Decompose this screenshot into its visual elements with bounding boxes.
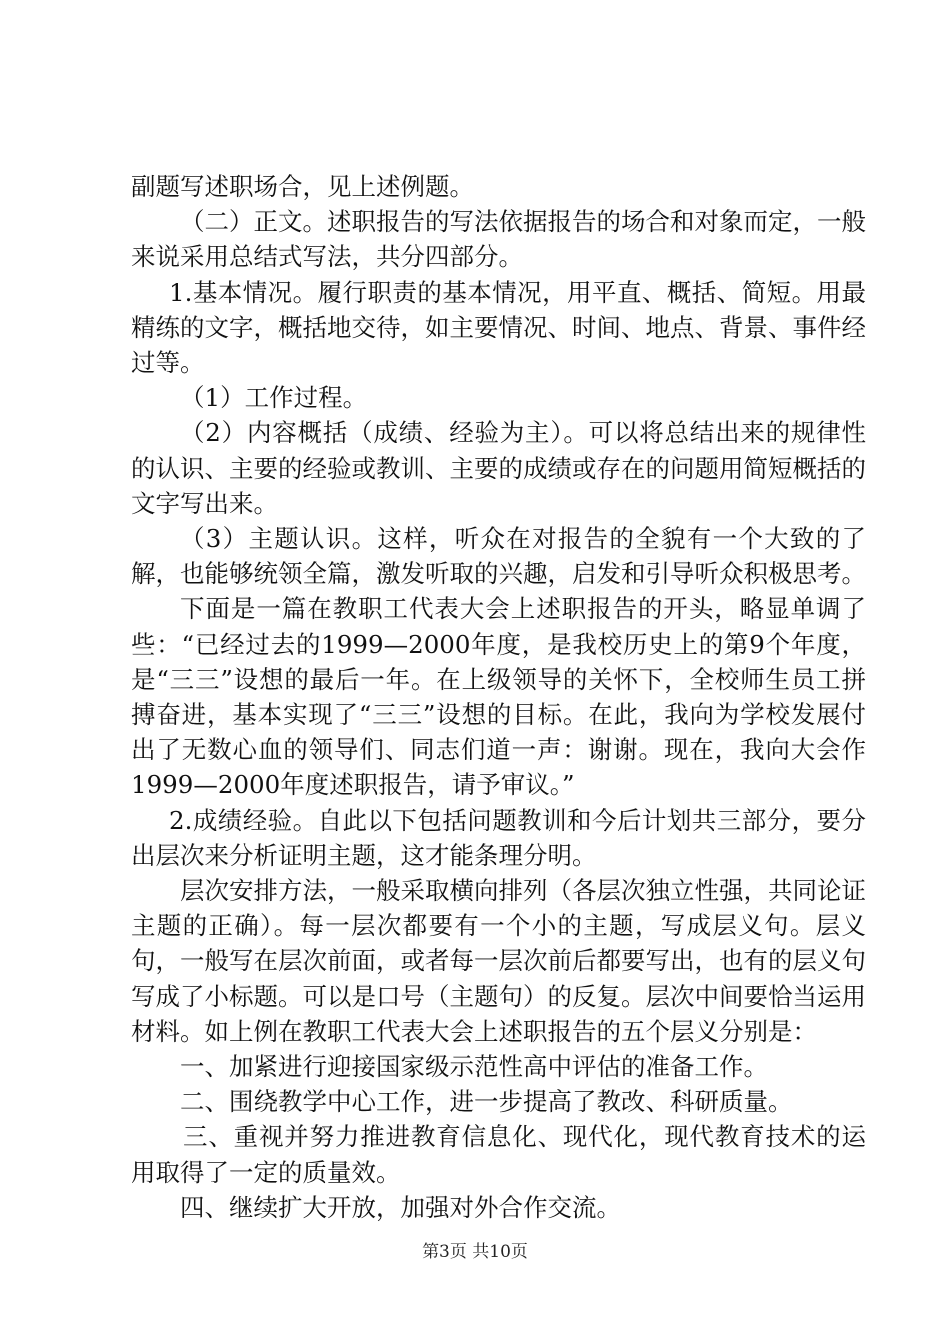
- page-number-footer: 第3页 共10页: [422, 1242, 528, 1262]
- paragraph-subtitle-note: 副题写述职场合，见上述例题。: [131, 172, 474, 201]
- paragraph-layer-one: 一、加紧进行迎接国家级示范性高中评估的准备工作。: [180, 1052, 768, 1082]
- paragraph-basic-situation: 1.基本情况。履行职责的基本情况，用平直、概括、简短。用最精练的文字，概括地交待，如主要情况、时间、地点、背景、事件经过等。: [131, 277, 866, 378]
- paragraph-section-body: （二）正文。述职报告的写法依据报告的场合和对象而定，一般来说采用总结式写法，共分四部分。: [131, 207, 866, 272]
- paragraph-work-process: （1）工作过程。: [180, 383, 368, 413]
- paragraph-layer-four: 四、继续扩大开放，加强对外合作交流。: [180, 1192, 621, 1222]
- paragraph-example-opening: 下面是一篇在教职工代表大会上述职报告的开头，略显单调了些：“已经过去的1999—2000年度，是我校历史上的第9个年度，是“三三”设想的最后一年。在上级领导的关怀下，全校师生员工拼搏奋进，基本实现了“三三”设想的目标。在此，我向为学校发展付出了无数心血的领导们、同志们道一声：谢谢。现在，我向大会作1999—2000年度述职报告，请予审议。”: [131, 594, 866, 800]
- paragraph-content-summary: （2）内容概括（成绩、经验为主）。可以将总结出来的规律性的认识、主要的经验或教训、主要的成绩或存在的问题用简短概括的文字写出来。: [131, 418, 866, 518]
- paragraph-layer-arrangement: 层次安排方法，一般采取横向排列（各层次独立性强，共同论证主题的正确）。每一层次都要有一个小的主题，写成层义句。层义句，一般写在层次前面，或者每一层次前后都要写出，也有的层义句写成了小标题。可以是口号（主题句）的反复。层次中间要恰当运用材料。如上例在教职工代表大会上述职报告的五个层义分别是：: [131, 876, 866, 1046]
- paragraph-achievements: 2.成绩经验。自此以下包括问题教训和今后计划共三部分，要分出层次来分析证明主题，这才能条理分明。: [131, 805, 866, 870]
- paragraph-theme-awareness: （3）主题认识。这样，听众在对报告的全貌有一个大致的了解，也能够统领全篇，激发听取的兴趣，启发和引导听众积极思考。: [131, 524, 866, 589]
- paragraph-layer-two: 二、围绕教学中心工作，进一步提高了教改、科研质量。: [180, 1087, 793, 1117]
- paragraph-layer-three: 三、重视并努力推进教育信息化、现代化，现代教育技术的运用取得了一定的质量效。: [131, 1122, 866, 1187]
- document-body: [131, 169, 866, 1225]
